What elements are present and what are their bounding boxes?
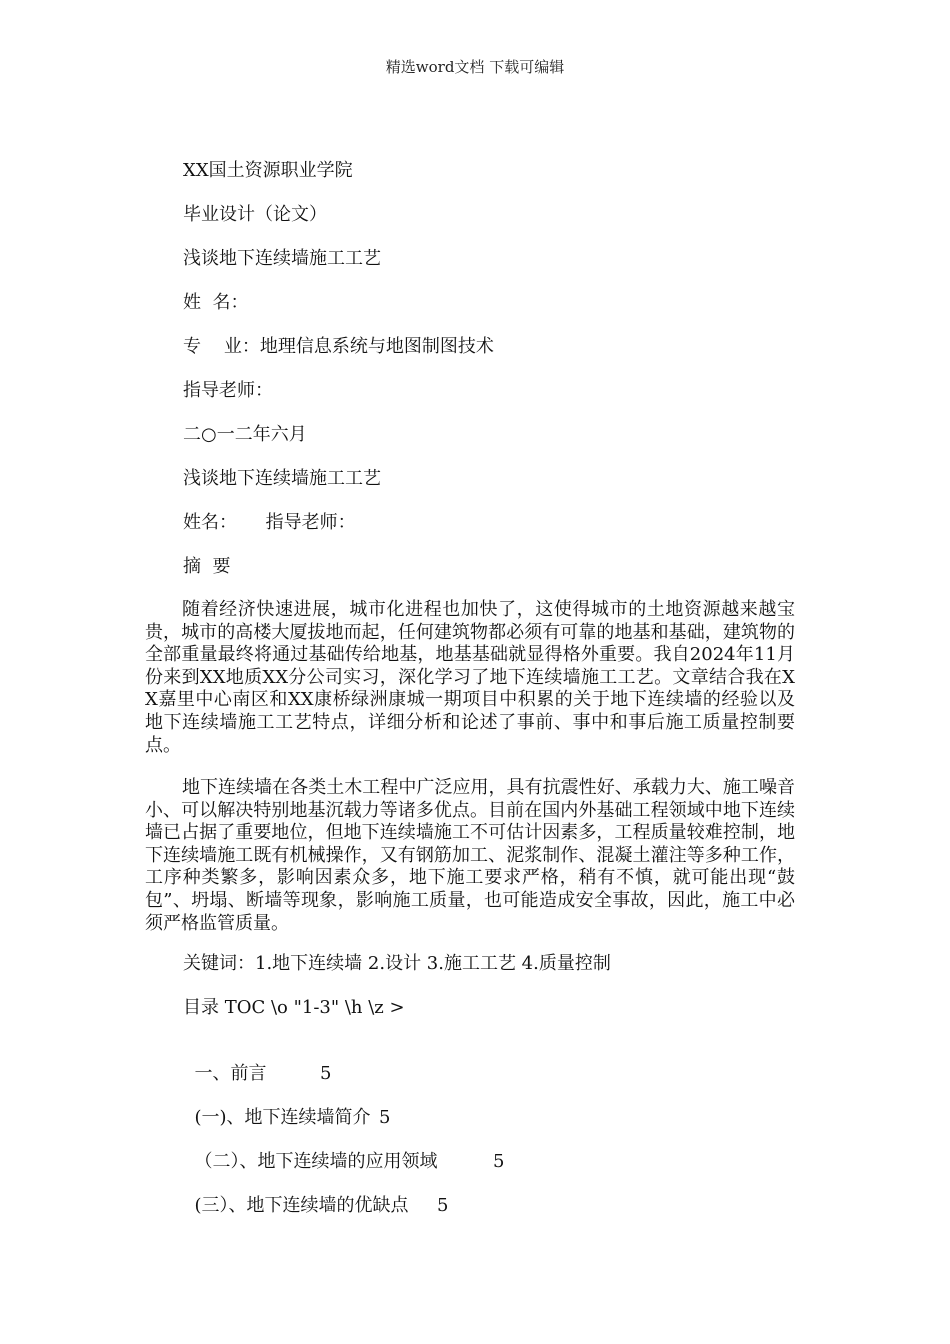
toc-item-label: (三）、地下连续墙的优缺点 bbox=[194, 1195, 409, 1216]
keywords-line: 关键词：1.地下连续墙 2.设计 3.施工工艺 4.质量控制 bbox=[183, 953, 611, 974]
toc-item-page: 5 bbox=[379, 1107, 391, 1128]
abstract-paragraph: 地下连续墙在各类土木工程中广泛应用，具有抗震性好、承载力大、施工噪音小、可以解决特别地基沉载力等诸多优点。目前在国内外基础工程领域中地下连续墙已占据了重要地位，但地下连续墙施工不可估计因素多，工程质量较难控制，地下连续墙施工既有机械操作，又有钢筋加工、泥浆制作、混凝土灌注等多种工作，工序种类繁多，影响因素众多，地下施工要求严格，稍有不慎，就可能出现“鼓包”、坍塌、断墙等现象，影响施工质量，也可能造成安全事故，因此，施工中必须严格监管质量。 bbox=[145, 777, 795, 934]
toc-item bbox=[183, 1173, 449, 1217]
toc-item bbox=[183, 1085, 391, 1129]
toc-item-page: 5 bbox=[437, 1195, 449, 1216]
abstract-title: 浅谈地下连续墙施工工艺 bbox=[183, 468, 381, 489]
advisor-line: 指导老师： bbox=[183, 380, 273, 401]
abstract-heading: 摘 要 bbox=[183, 556, 231, 577]
school-name: XX国土资源职业学院 bbox=[183, 160, 353, 181]
date-line: 二○一二年六月 bbox=[183, 424, 307, 445]
toc-item-page: 5 bbox=[493, 1151, 505, 1172]
page-header: 精选word文档 下载可编辑 bbox=[385, 58, 565, 76]
toc-item-page: 5 bbox=[320, 1063, 332, 1084]
toc-item bbox=[183, 1129, 505, 1173]
student-name-line: 姓 名： bbox=[183, 292, 249, 313]
toc-item-label: 一、前言 bbox=[194, 1063, 267, 1084]
abstract-paragraph: 随着经济快速进展，城市化进程也加快了，这使得城市的土地资源越来越宝贵，城市的高楼大厦拔地而起，任何建筑物都必须有可靠的地基和基础，建筑物的全部重量最终将通过基础传给地基，地基基础就显得格外重要。我自2024年11月份来到XX地质XX分公司实习，深化学习了地下连续墙施工工艺。文章结合我在XX嘉里中心南区和XX康桥绿洲康城一期项目中积累的关于地下连续墙的经验以及地下连续墙施工工艺特点，详细分析和论述了事前、事中和事后施工质量控制要点。 bbox=[145, 599, 795, 756]
name-advisor-line: 姓名： 指导老师： bbox=[183, 512, 356, 533]
major-line: 专 业：地理信息系统与地图制图技术 bbox=[183, 336, 494, 357]
toc-heading: 目录 TOC \o "1-3" \h \z > bbox=[183, 997, 405, 1018]
toc-item-label: (一)、地下连续墙简介 bbox=[194, 1107, 371, 1128]
document-type: 毕业设计（论文） bbox=[183, 204, 327, 225]
thesis-title: 浅谈地下连续墙施工工艺 bbox=[183, 248, 381, 269]
toc-item-label: （二）、地下连续墙的应用领域 bbox=[194, 1151, 438, 1172]
toc-item bbox=[183, 1041, 332, 1085]
